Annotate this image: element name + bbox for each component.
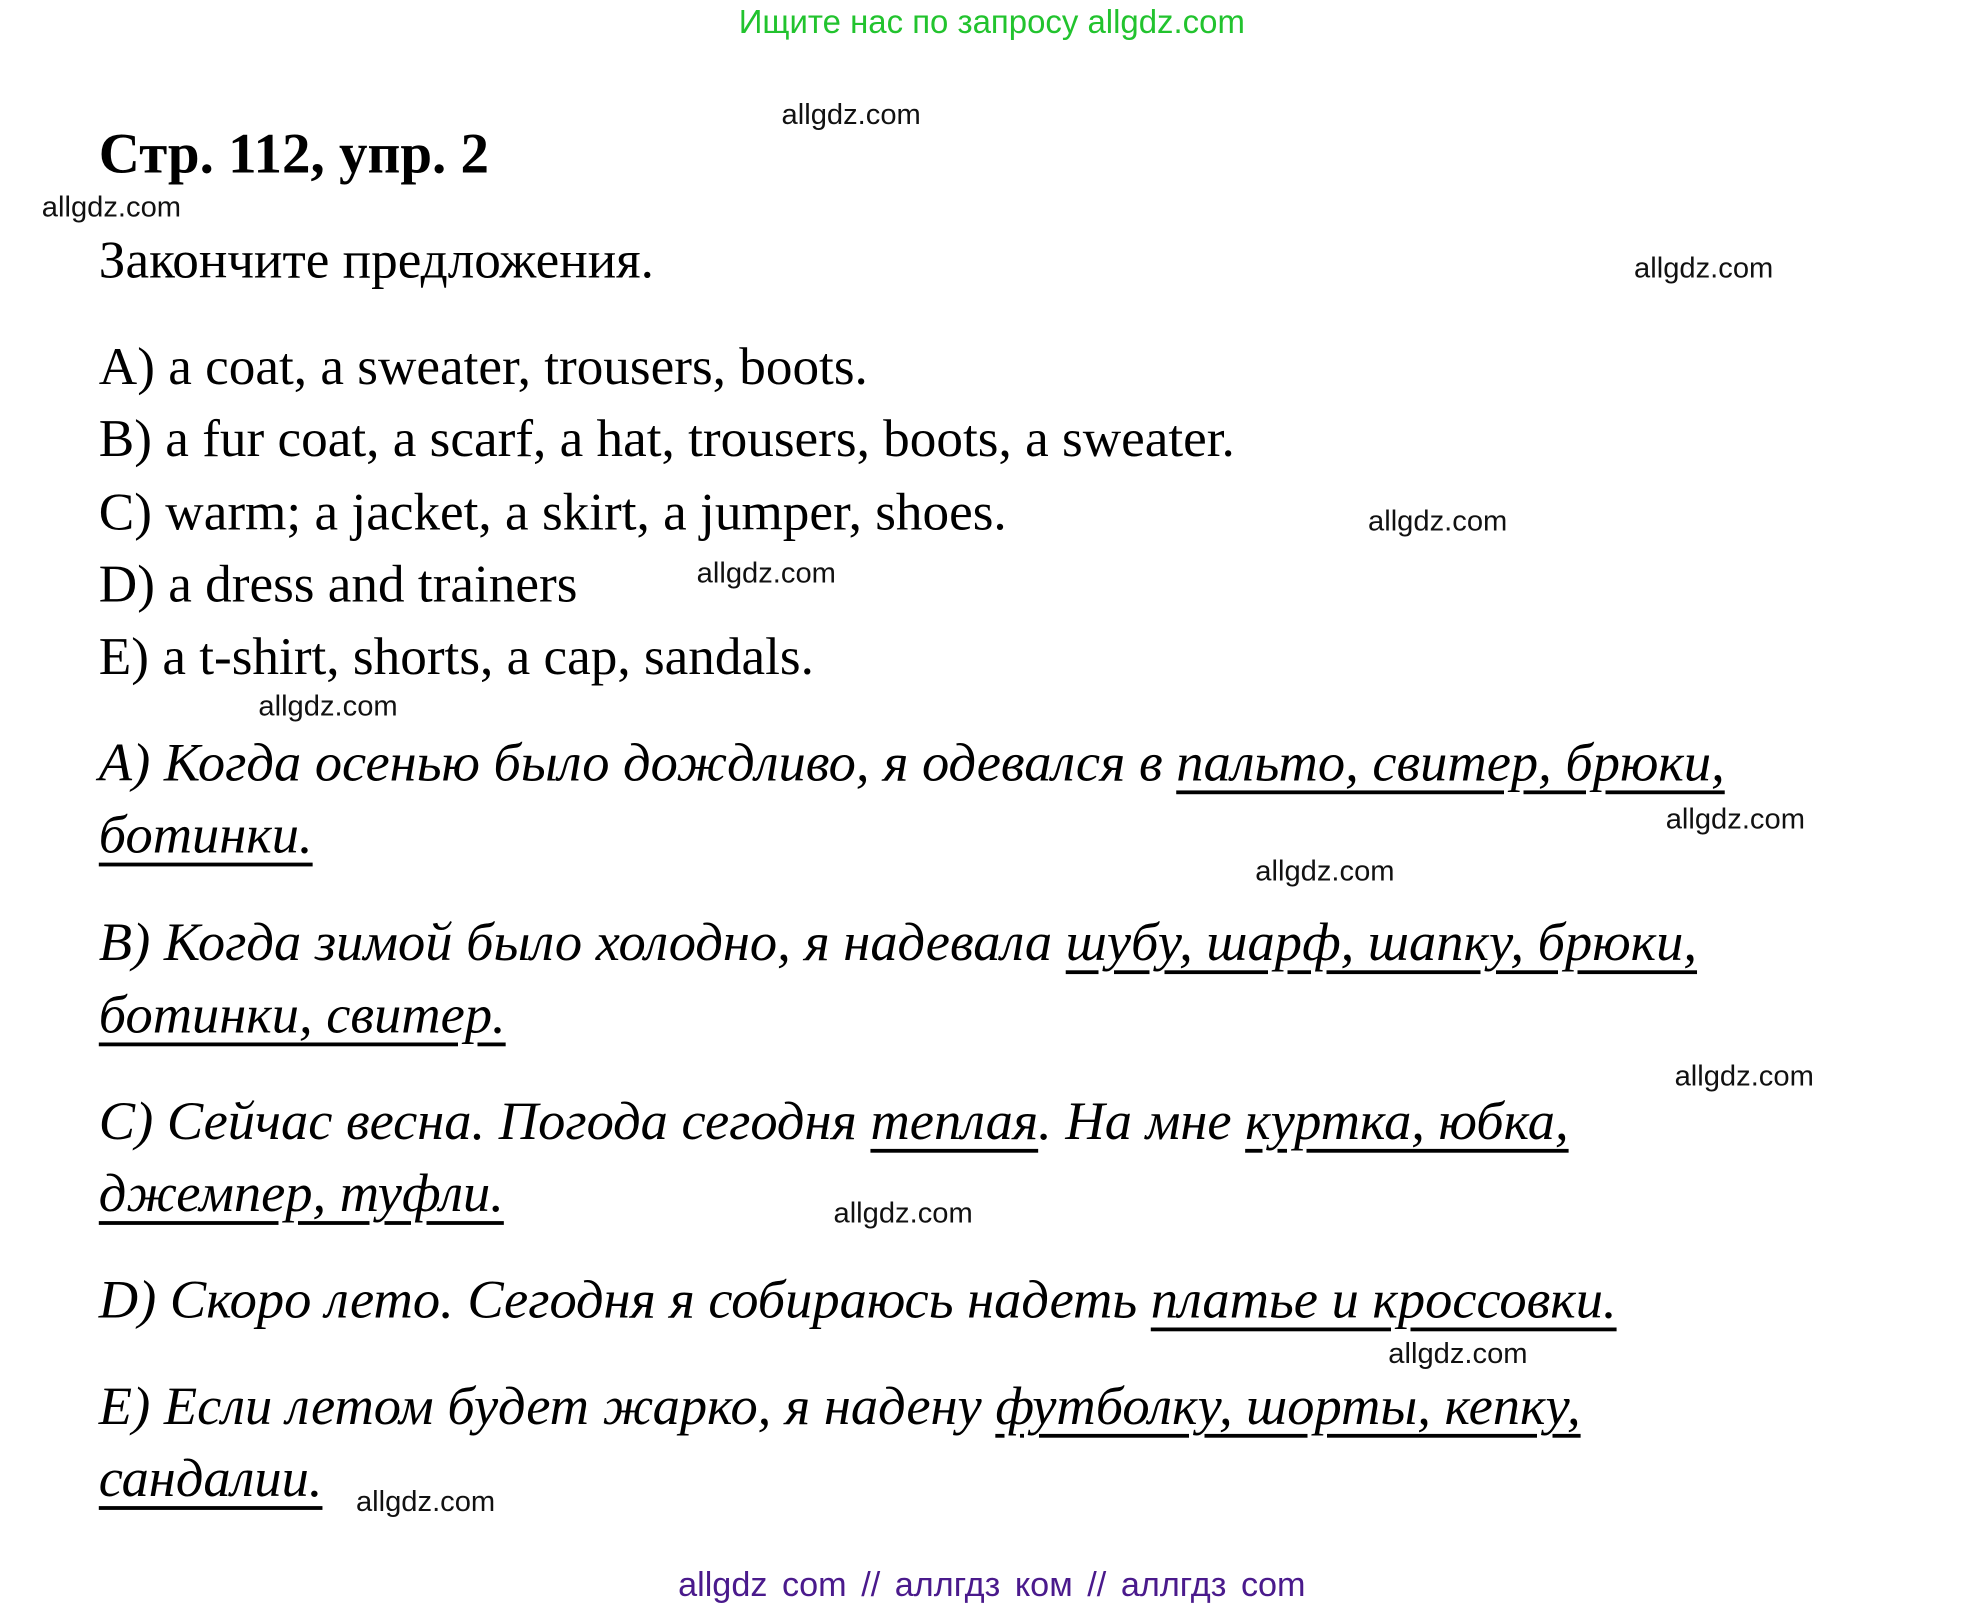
underlined-answer: джемпер, туфли. [98, 1164, 504, 1224]
sentence-text: . На мне [1038, 1091, 1246, 1152]
russian-answer-b-line-1 [99, 912, 1697, 975]
watermark: allgdz.com [1368, 504, 1508, 538]
russian-answer-c-line-2 [99, 1163, 504, 1226]
underlined-answer: сандалии. [98, 1449, 323, 1509]
watermark: allgdz.com [781, 97, 921, 131]
watermark: allgdz.com [1674, 1058, 1814, 1092]
sentence-text: Е) Если летом будет жарко, я надену [98, 1376, 996, 1437]
watermark: allgdz.com [258, 689, 398, 723]
watermark: allgdz.com [696, 556, 836, 590]
sentence-text: В) Когда зимой было холодно, я надевала [98, 913, 1066, 973]
watermark: allgdz.com [1388, 1336, 1528, 1370]
page-title: Стр. 112, упр. 2 [98, 121, 490, 185]
watermark: allgdz.com [355, 1484, 496, 1518]
english-answer-e: E) a t-shirt, shorts, a cap, sandals. [98, 628, 814, 687]
english-answer-a: A) a coat, a sweater, trousers, boots. [98, 338, 868, 397]
watermark: allgdz.com [41, 190, 182, 223]
underlined-answer: теплая [870, 1091, 1039, 1152]
russian-answer-e-line-1 [99, 1376, 1581, 1439]
instruction: Закончите предложения. [98, 231, 654, 291]
russian-answer-c-line-1 [99, 1091, 1569, 1154]
underlined-answer: шубу, шарф, шапку, брюки, [1065, 913, 1698, 973]
watermark: allgdz.com [833, 1195, 973, 1229]
russian-answer-d-line-1 [99, 1269, 1617, 1332]
underlined-answer: платье и кроссовки. [1150, 1270, 1617, 1331]
watermark: allgdz.com [1665, 801, 1805, 835]
search-banner: Ищите нас по запросу allgdz.com [738, 2, 1245, 41]
underlined-answer: ботинки, свитер. [98, 985, 506, 1046]
russian-answer-e-line-2 [99, 1448, 323, 1511]
english-answer-b: B) a fur coat, a scarf, a hat, trousers, boots, a sweater. [98, 410, 1235, 469]
underlined-answer: пальто, свитер, брюки, [1176, 733, 1725, 793]
russian-answer-a-line-2 [99, 804, 313, 867]
underlined-answer: ботинки. [98, 805, 313, 866]
footer-links: allgdz com // аллгдз ком // аллгдз com [678, 1565, 1306, 1604]
sentence-text: D) Скоро лето. Сегодня я собираюсь надеть [98, 1270, 1151, 1331]
underlined-answer: куртка, юбка, [1245, 1091, 1569, 1152]
sentence-text: С) Сейчас весна. Погода сегодня [98, 1091, 871, 1152]
russian-answer-b-line-2 [99, 984, 506, 1047]
sentence-text: А) Когда осенью было дождливо, я одевался в [98, 733, 1177, 793]
english-answer-c: C) warm; a jacket, a skirt, a jumper, shoes. [98, 483, 1007, 543]
watermark: allgdz.com [1634, 250, 1774, 284]
underlined-answer: футболку, шорты, кепку, [995, 1376, 1581, 1437]
russian-answer-a-line-1 [99, 732, 1725, 795]
english-answer-d: D) a dress and trainers [98, 556, 578, 615]
watermark: allgdz.com [1255, 853, 1395, 887]
